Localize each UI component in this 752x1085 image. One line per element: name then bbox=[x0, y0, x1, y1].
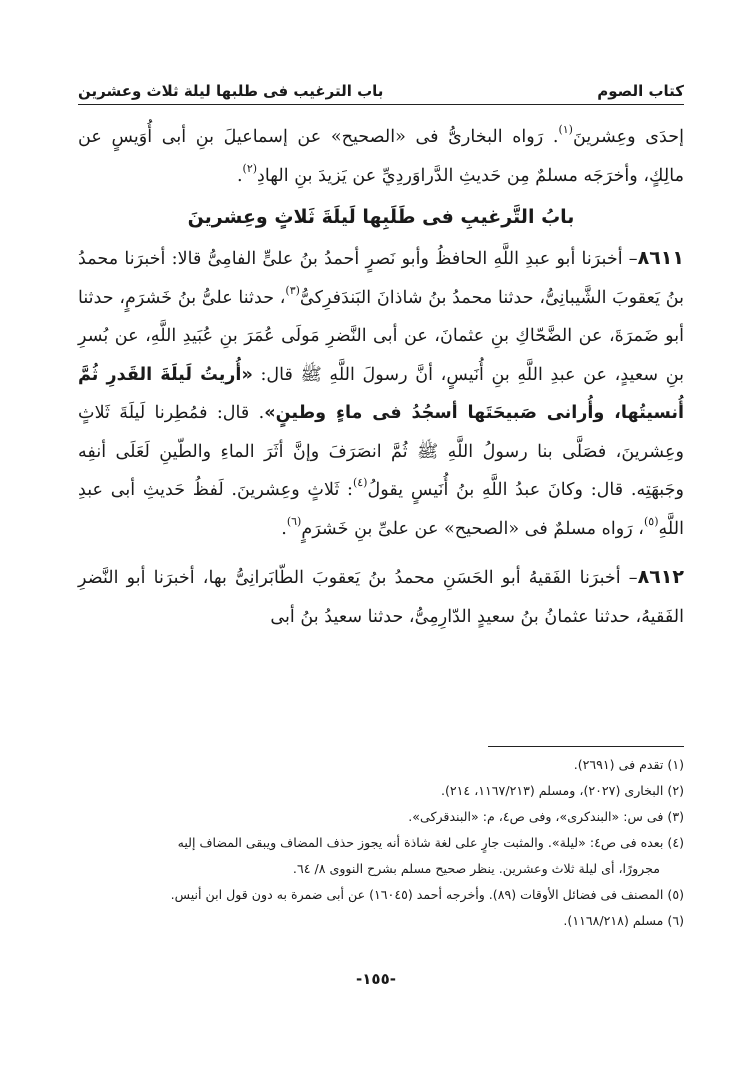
main-text bbox=[78, 118, 684, 636]
footnote-6: (٦) مسلم (١١٦٨/٢١٨). bbox=[563, 913, 684, 928]
footnote-ref: (٣) bbox=[285, 283, 300, 297]
chapter-title: بابُ التَّرغيبِ فى طَلَبِها لَيلَةَ ثَلاثٍ وعِشرينَ bbox=[187, 206, 575, 228]
footnote-5: (٥) المصنف فى فضائل الأوقات (٨٩). وأخرجه أحمد (١٦٠٤٥) عن أبى ضمرة به دون قول ابن أنيس. bbox=[170, 887, 684, 902]
footnote-4-cont: مجرورًا، أى ليلة ثلاث وعشرين. ينظر صحيح مسلم بشرح النووى ٨/ ٦٤. bbox=[292, 861, 660, 876]
hadith-8611: ٨٦١١– أخبرَنا أبو عبدِ اللَّهِ الحافظُ وأبو نَصرٍ أحمدُ بنُ علىٍّ الفامِىُّ قالا: أخبرَنا محمدُ بنُ يَعقوبَ الشَّيبانِىُّ، حدثنا محمدُ بنُ شاذانَ البَندَفرِكىُّ$^{(٣)}$، حدثنا علىُّ بنُ خَشرَمٍ، حدثنا أبو ضَمرَةَ، عن الضَّحّاكِ بنِ عثمانَ، عن أبى النَّضرِ مَولَى عُمَرَ بنِ عُبَيدِ اللَّهِ، عن بُسرِ بنِ سعيدٍ، عن عبدِ اللَّهِ بنِ أُنَيسٍ، أنَّ رسولَ اللَّهِ ﷺ قال: «أُريتُ لَيلَةَ القَدرِ ثُمَّ أُنسيتُها، وأُرانى صَبيحَتَها أسجُدُ فى ماءٍ وطينٍ». قال: فمُطِرنا لَيلَةَ ثَلاثٍ وعِشرينَ، فصَلَّى بنا رسولُ اللَّهِ ﷺ ثُمَّ انصَرَفَ وإنَّ أثَرَ الماءِ والطّينِ لَعَلَى أنفِه وجَبهَتِه. قال: وكانَ عبدُ اللَّهِ بنُ أُنَيسٍ يقولُ$^{(٤)}$: ثَلاثٍ وعِشرينَ. لَفظُ حَديثِ أبى عبدِ اللَّهِ$^{(٥)}$، رَواه مسلمٌ فى «الصحيح» عن علىِّ بنِ خَشرَمٍ$^{(٦)}$. bbox=[78, 247, 684, 539]
footnote-ref: (٢) bbox=[242, 161, 258, 175]
footnote-ref: (٦) bbox=[286, 514, 302, 528]
footnote-3: (٣) فى س: «البندكرى»، وفى ص٤، م: «البندقركى». bbox=[408, 809, 684, 824]
footnote-ref: (٤) bbox=[352, 476, 368, 489]
hadith-number: ٨٦١٢ bbox=[637, 566, 684, 588]
hadith-number: ٨٦١١ bbox=[637, 247, 684, 269]
footnote-rule bbox=[488, 746, 684, 747]
chapter-running-title: باب الترغيب فى طلبها ليلة ثلاث وعشرين bbox=[78, 82, 384, 100]
footnote-2: (٢) البخارى (٢٠٢٧)، ومسلم (١١٦٧/٢١٣، ٢١٤). bbox=[440, 783, 684, 798]
footnote-ref: (١) bbox=[558, 123, 573, 136]
running-header bbox=[78, 70, 684, 100]
paragraph-continuation: إحدَى وعِشرينَ$^{(١)}$. رَواه البخارىُّ فى «الصحيح» عن إسماعيلَ بنِ أبى أُوَيسٍ عن مالِكٍ، وأخرَجَه مسلمٌ مِن حَديثِ الدَّراوَردِيِّ عن يَزيدَ بنِ الهادِ$^{(٢)}$. bbox=[78, 123, 684, 186]
footnotes bbox=[78, 752, 684, 934]
footnote-1: (١) تقدم فى (٢٦٩١). bbox=[573, 757, 684, 772]
book-title: كتاب الصوم bbox=[597, 82, 684, 100]
hadith-8612: ٨٦١٢– أخبرَنا الفَقيهُ أبو الحَسَنِ محمدُ بنُ يَعقوبَ الطّابَرانِىُّ بها، أخبرَنا أبو النَّضرِ الفَقيهُ، حدثنا عثمانُ بنُ سعيدٍ الدّارِمِىُّ، حدثنا سعيدُ بنُ أبى bbox=[78, 566, 684, 627]
hadith-quote: «أُريتُ لَيلَةَ القَدرِ ثُمَّ أُنسيتُها، وأُرانى صَبيحَتَها أسجُدُ فى ماءٍ وطينٍ» bbox=[78, 364, 684, 423]
footnote-ref: (٥) bbox=[643, 514, 659, 528]
footnote-4: (٤) بعده فى ص٤: «ليلة». والمثبت جارٍ على لغة شاذة أنه يجوز حذف المضاف ويبقى المضاف إليه bbox=[177, 835, 684, 850]
page-number: -١٥٥- bbox=[356, 970, 396, 988]
header-rule bbox=[78, 104, 684, 105]
